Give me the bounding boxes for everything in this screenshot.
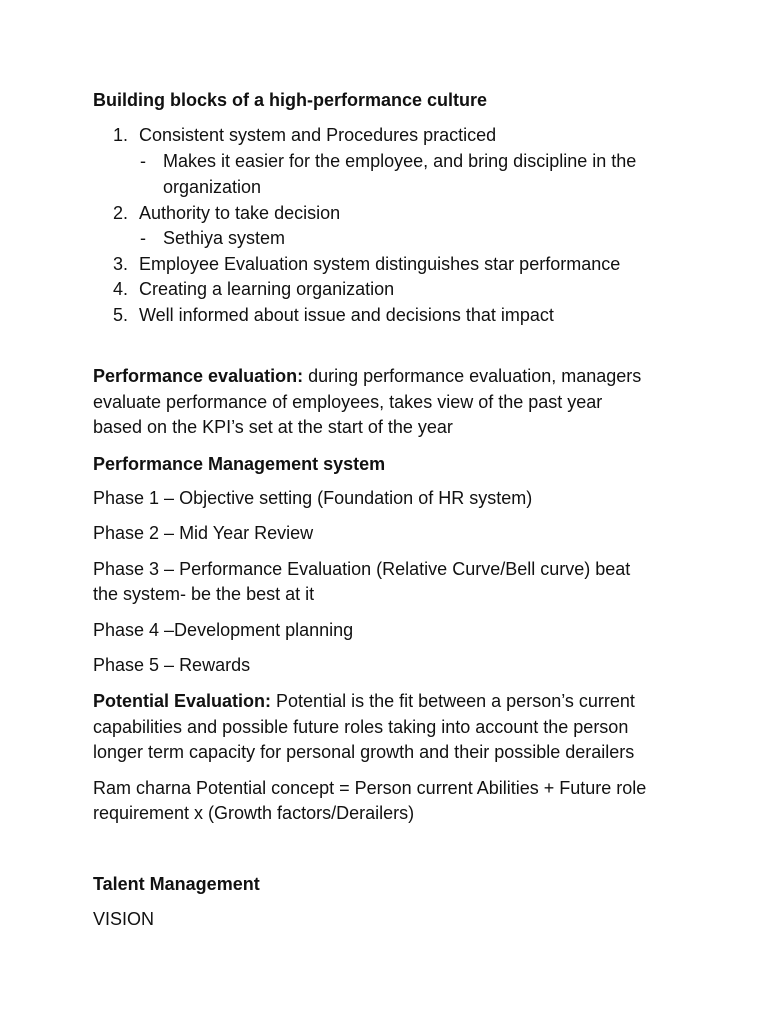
phase-4: Phase 4 –Development planning xyxy=(93,620,354,640)
performance-evaluation-label: Performance evaluation: xyxy=(93,366,304,386)
heading-building-blocks: Building blocks of a high-performance culture xyxy=(93,90,488,110)
vision-text: VISION xyxy=(93,909,155,929)
list-item-1: Consistent system and Procedures practiced xyxy=(139,125,497,145)
list-number-1: 1. xyxy=(113,125,129,145)
list-number-2: 2. xyxy=(113,203,129,223)
potential-evaluation-line2: capabilities and possible future roles taking into account the person xyxy=(93,717,629,737)
performance-evaluation-line3: based on the KPI’s set at the start of the year xyxy=(93,417,453,437)
phase-3-line2: the system- be the best at it xyxy=(93,584,315,604)
potential-evaluation-label: Potential Evaluation: xyxy=(93,691,272,711)
sub-bullet-dash-1: - xyxy=(140,151,146,171)
potential-evaluation-line3: longer term capacity for personal growth and their possible derailers xyxy=(93,742,635,762)
potential-evaluation-text: Potential is the fit between a person’s current xyxy=(271,691,635,711)
heading-talent-management: Talent Management xyxy=(93,874,260,894)
list-item-2: Authority to take decision xyxy=(139,203,341,223)
sub-item-1-line1: Makes it easier for the employee, and bring discipline in the xyxy=(163,151,637,171)
phase-1: Phase 1 – Objective setting (Foundation of HR system) xyxy=(93,488,533,508)
list-number-3: 3. xyxy=(113,254,129,274)
performance-evaluation-text: during performance evaluation, managers xyxy=(303,366,642,386)
phase-3-line1: Phase 3 – Performance Evaluation (Relative Curve/Bell curve) beat xyxy=(93,559,631,579)
performance-evaluation-line1 xyxy=(93,363,641,389)
sub-item-2: Sethiya system xyxy=(163,228,286,248)
ram-charna-line1: Ram charna Potential concept = Person current Abilities + Future role xyxy=(93,778,647,798)
list-number-5: 5. xyxy=(113,305,129,325)
list-item-5: Well informed about issue and decisions that impact xyxy=(139,305,554,325)
phase-2: Phase 2 – Mid Year Review xyxy=(93,523,314,543)
phase-5: Phase 5 – Rewards xyxy=(93,655,251,675)
list-number-4: 4. xyxy=(113,279,129,299)
performance-evaluation-line2: evaluate performance of employees, takes view of the past year xyxy=(93,392,603,412)
ram-charna-line2: requirement x (Growth factors/Derailers) xyxy=(93,803,415,823)
sub-bullet-dash-2: - xyxy=(140,228,146,248)
sub-item-1-line2: organization xyxy=(163,177,262,197)
list-item-4: Creating a learning organization xyxy=(139,279,395,299)
potential-evaluation-line1 xyxy=(93,688,635,714)
list-item-3: Employee Evaluation system distinguishes star performance xyxy=(139,254,621,274)
heading-performance-management: Performance Management system xyxy=(93,454,386,474)
